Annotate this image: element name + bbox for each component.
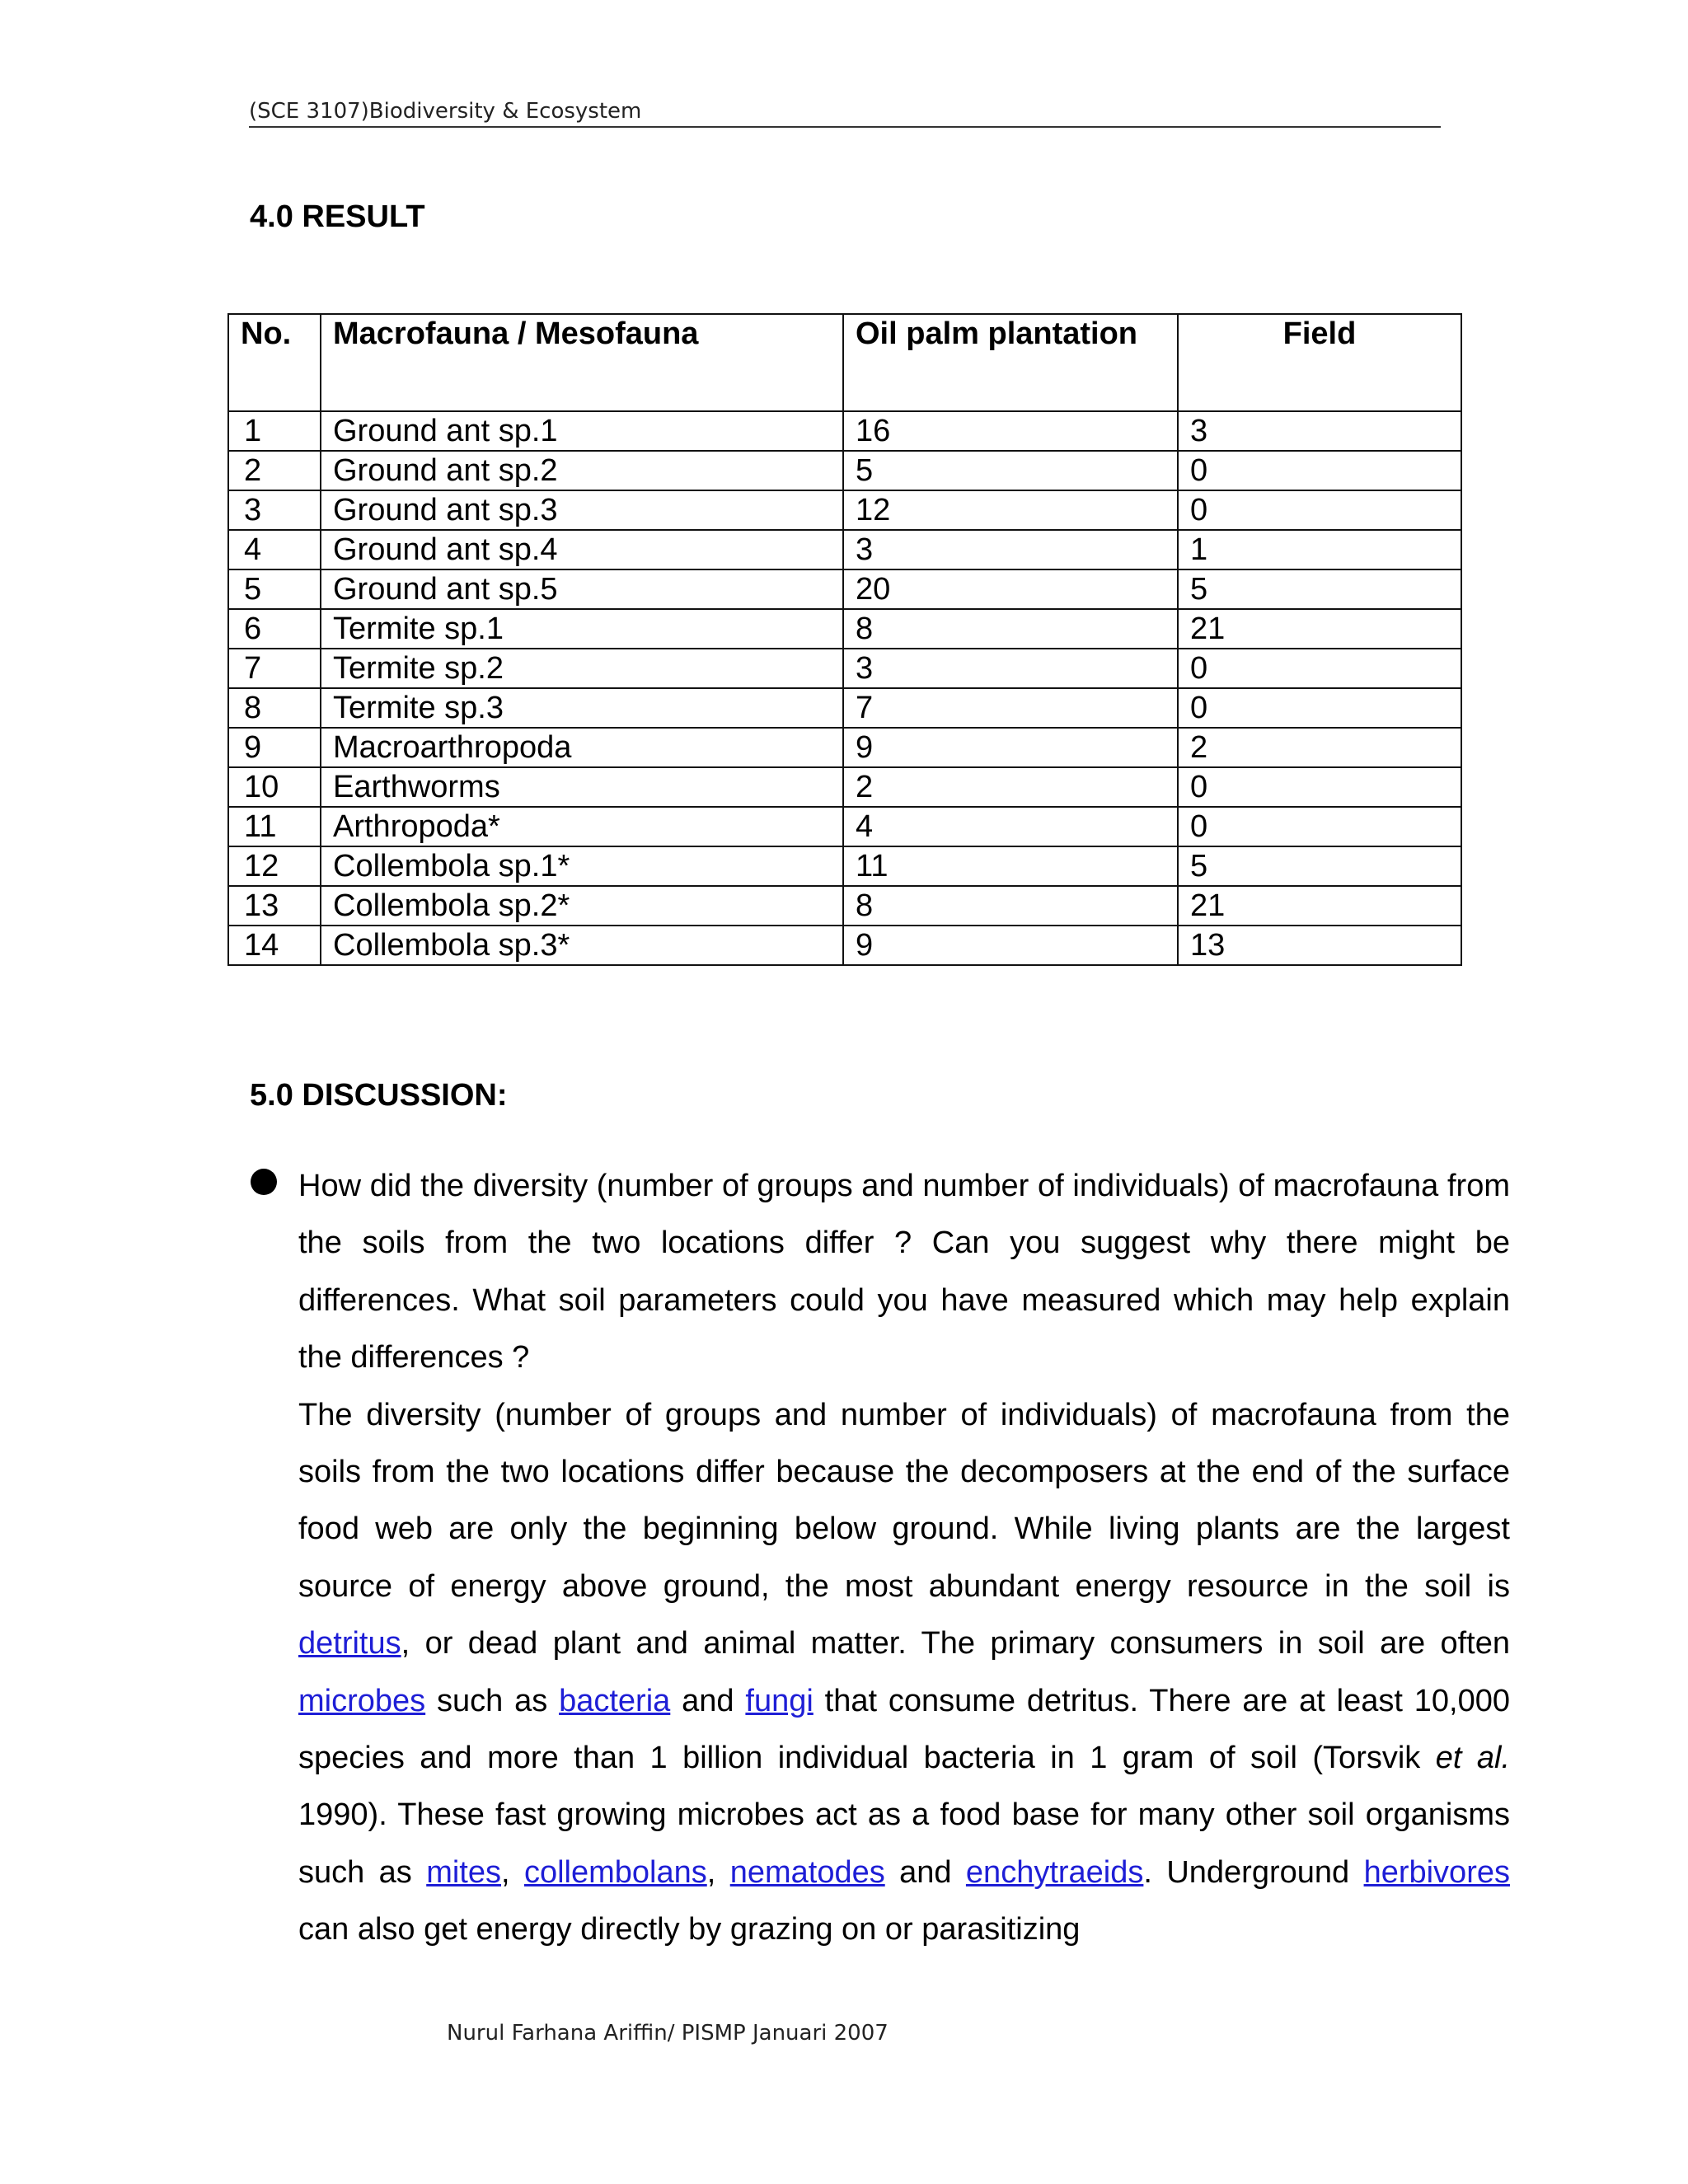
cell-oil-palm: 16 xyxy=(843,411,1178,451)
link-collembolans[interactable]: collembolans xyxy=(523,1854,707,1890)
cell-fauna: Earthworms xyxy=(321,767,843,807)
header-divider xyxy=(249,126,1441,128)
cell-no: 11 xyxy=(228,807,321,846)
answer-text: can also get energy directly by grazing on or parasitizing xyxy=(298,1912,1081,1947)
cell-no: 7 xyxy=(228,649,321,688)
cell-fauna: Termite sp.3 xyxy=(321,688,843,728)
answer-text: and xyxy=(670,1683,746,1718)
cell-fauna: Ground ant sp.4 xyxy=(321,530,843,569)
col-header-fauna: Macrofauna / Mesofauna xyxy=(321,314,843,411)
discussion-heading: 5.0 DISCUSSION: xyxy=(250,1078,508,1113)
link-fungi[interactable]: fungi xyxy=(745,1683,814,1718)
cell-field: 21 xyxy=(1178,886,1461,926)
answer-text: that consume detritus. There are at least 10,000 species and more than 1 billion individual bacteria in 1 gram of soil (Torsvik xyxy=(298,1683,1510,1776)
cell-field: 5 xyxy=(1178,846,1461,886)
answer-text: and xyxy=(884,1854,966,1890)
link-nematodes[interactable]: nematodes xyxy=(729,1854,885,1890)
cell-field: 0 xyxy=(1178,767,1461,807)
cell-no: 3 xyxy=(228,490,321,530)
link-herbivores[interactable]: herbivores xyxy=(1363,1854,1510,1890)
link-microbes[interactable]: microbes xyxy=(298,1683,426,1718)
table-row xyxy=(228,569,1461,609)
discussion-answer xyxy=(298,1387,1510,1959)
cell-field: 2 xyxy=(1178,728,1461,767)
cell-oil-palm: 4 xyxy=(843,807,1178,846)
cell-field: 0 xyxy=(1178,451,1461,490)
col-header-field: Field xyxy=(1178,314,1461,411)
discussion-body xyxy=(298,1158,1510,1959)
cell-field: 3 xyxy=(1178,411,1461,451)
cell-fauna: Ground ant sp.2 xyxy=(321,451,843,490)
cell-fauna: Collembola sp.3* xyxy=(321,926,843,965)
cell-oil-palm: 3 xyxy=(843,649,1178,688)
result-heading: 4.0 RESULT xyxy=(250,199,425,234)
cell-field: 1 xyxy=(1178,530,1461,569)
table-row xyxy=(228,926,1461,965)
link-bacteria[interactable]: bacteria xyxy=(559,1683,671,1718)
table-row xyxy=(228,649,1461,688)
cell-no: 13 xyxy=(228,886,321,926)
cell-fauna: Collembola sp.1* xyxy=(321,846,843,886)
answer-text: 1990). These fast growing microbes act as a food base for many other soil organisms such as xyxy=(298,1797,1510,1890)
cell-field: 0 xyxy=(1178,649,1461,688)
cell-oil-palm: 8 xyxy=(843,886,1178,926)
col-header-no: No. xyxy=(228,314,321,411)
cell-oil-palm: 11 xyxy=(843,846,1178,886)
cell-no: 12 xyxy=(228,846,321,886)
cell-fauna: Ground ant sp.1 xyxy=(321,411,843,451)
discussion-question: How did the diversity (number of groups and number of individuals) of macrofauna from the soils from the two locations differ ? Can you suggest why there might be differences. What soil parameters could you have measured which may help explain the differences ? xyxy=(298,1169,1510,1376)
cell-no: 9 xyxy=(228,728,321,767)
answer-text: , or dead plant and animal matter. The primary consumers in soil are often xyxy=(401,1626,1510,1661)
results-table xyxy=(227,313,1462,966)
cell-oil-palm: 9 xyxy=(843,728,1178,767)
table-row xyxy=(228,688,1461,728)
table-row xyxy=(228,728,1461,767)
table-row xyxy=(228,530,1461,569)
cell-no: 2 xyxy=(228,451,321,490)
cell-fauna: Termite sp.1 xyxy=(321,609,843,649)
cell-no: 1 xyxy=(228,411,321,451)
cell-no: 4 xyxy=(228,530,321,569)
cell-no: 14 xyxy=(228,926,321,965)
cell-oil-palm: 5 xyxy=(843,451,1178,490)
cell-oil-palm: 2 xyxy=(843,767,1178,807)
link-mites[interactable]: mites xyxy=(426,1854,501,1890)
cell-fauna: Arthropoda* xyxy=(321,807,843,846)
table-row xyxy=(228,886,1461,926)
document-footer: Nurul Farhana Ariffin/ PISMP Januari 2007 xyxy=(447,2021,889,2046)
table-row xyxy=(228,609,1461,649)
link-detritus[interactable]: detritus xyxy=(298,1626,401,1661)
table-header-row xyxy=(228,314,1461,411)
answer-text: The diversity (number of groups and number of individuals) of macrofauna from the soils from the two locations differ because the decomposers at the end of the surface food web are only the beginning below ground. While living plants are the largest source of energy above ground, the most abundant energy resource in the soil is xyxy=(298,1397,1510,1604)
cell-oil-palm: 12 xyxy=(843,490,1178,530)
link-enchytraeids[interactable]: enchytraeids xyxy=(965,1854,1144,1890)
answer-text: , xyxy=(706,1854,730,1890)
table-row xyxy=(228,490,1461,530)
col-header-oil-palm: Oil palm plantation xyxy=(843,314,1178,411)
table-body xyxy=(228,411,1461,965)
cell-fauna: Collembola sp.2* xyxy=(321,886,843,926)
cell-no: 10 xyxy=(228,767,321,807)
bullet-icon xyxy=(251,1169,277,1195)
cell-oil-palm: 9 xyxy=(843,926,1178,965)
table-row xyxy=(228,411,1461,451)
italic-et-al: et al. xyxy=(1435,1741,1510,1776)
answer-text: , xyxy=(501,1854,524,1890)
cell-oil-palm: 3 xyxy=(843,530,1178,569)
table-row xyxy=(228,767,1461,807)
table-row xyxy=(228,451,1461,490)
cell-oil-palm: 7 xyxy=(843,688,1178,728)
cell-field: 21 xyxy=(1178,609,1461,649)
cell-no: 8 xyxy=(228,688,321,728)
cell-fauna: Ground ant sp.5 xyxy=(321,569,843,609)
cell-field: 13 xyxy=(1178,926,1461,965)
table-row xyxy=(228,807,1461,846)
answer-text: such as xyxy=(425,1683,560,1718)
cell-field: 0 xyxy=(1178,490,1461,530)
cell-field: 0 xyxy=(1178,688,1461,728)
cell-oil-palm: 20 xyxy=(843,569,1178,609)
cell-no: 5 xyxy=(228,569,321,609)
cell-fauna: Termite sp.2 xyxy=(321,649,843,688)
cell-fauna: Ground ant sp.3 xyxy=(321,490,843,530)
cell-field: 0 xyxy=(1178,807,1461,846)
cell-fauna: Macroarthropoda xyxy=(321,728,843,767)
answer-text: . Underground xyxy=(1143,1854,1364,1890)
cell-oil-palm: 8 xyxy=(843,609,1178,649)
document-header: (SCE 3107)Biodiversity & Ecosystem xyxy=(249,99,642,124)
table-row xyxy=(228,846,1461,886)
cell-field: 5 xyxy=(1178,569,1461,609)
cell-no: 6 xyxy=(228,609,321,649)
